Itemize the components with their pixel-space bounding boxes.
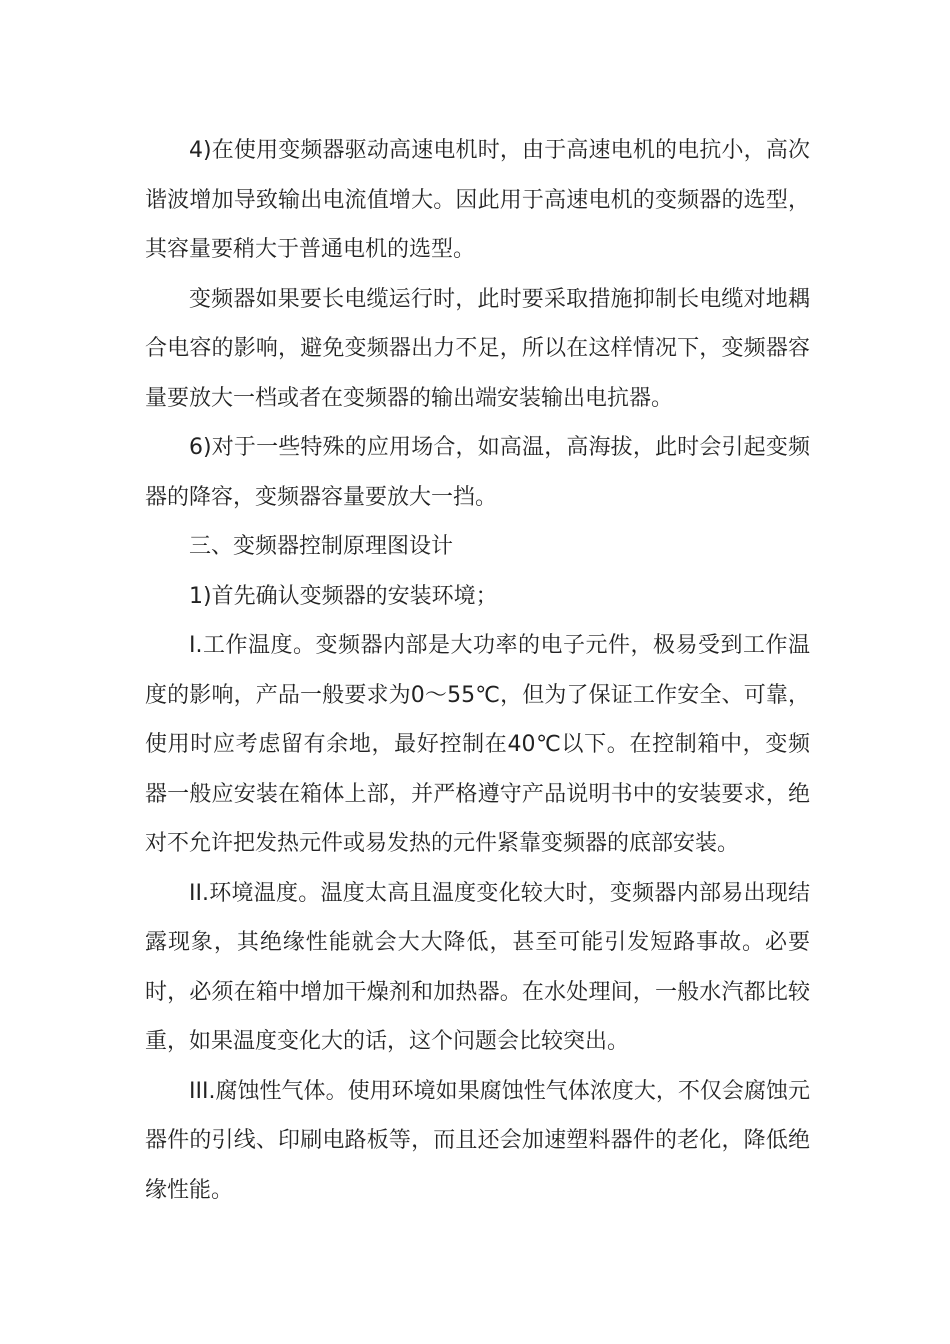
paragraph-ambient-temperature: II.环境温度。温度太高且温度变化较大时，变频器内部易出现结露现象，其绝缘性能就会大大降低，甚至可能引发短路事故。必要时，必须在箱中增加干燥剂和加热器。在水处理间，一般水汽都比较重，如果温度变化大的话，这个问题会比较突出。	[145, 880, 810, 1054]
document-body	[145, 126, 810, 1215]
section-heading: 三、变频器控制原理图设计	[189, 534, 454, 559]
paragraph-high-speed-motor: 4)在使用变频器驱动高速电机时，由于高速电机的电抗小，高次谐波增加导致输出电流值增大。因此用于高速电机的变频器的选型，其容量要稍大于普通电机的选型。	[145, 138, 810, 262]
paragraph-working-temperature: I.工作温度。变频器内部是大功率的电子元件，极易受到工作温度的影响，产品一般要求为0～55℃，但为了保证工作安全、可靠，使用时应考虑留有余地，最好控制在40℃以下。在控制箱中，变频器一般应安装在箱体上部，并严格遵守产品说明书中的安装要求，绝对不允许把发热元件或易发热的元件紧靠变频器的底部安装。	[145, 633, 810, 856]
paragraph-install-environment: 1)首先确认变频器的安装环境；	[189, 583, 498, 609]
paragraph-special-applications: 6)对于一些特殊的应用场合，如高温，高海拔，此时会引起变频器的降容，变频器容量要放大一挡。	[145, 435, 810, 510]
paragraph-corrosive-gas: III.腐蚀性气体。使用环境如果腐蚀性气体浓度大，不仅会腐蚀元器件的引线、印刷电路板等，而且还会加速塑料器件的老化，降低绝缘性能。	[145, 1078, 810, 1203]
paragraph-long-cable: 变频器如果要长电缆运行时，此时要采取措施抑制长电缆对地耦合电容的影响，避免变频器出力不足，所以在这样情况下，变频器容量要放大一档或者在变频器的输出端安装输出电抗器。	[145, 286, 810, 411]
